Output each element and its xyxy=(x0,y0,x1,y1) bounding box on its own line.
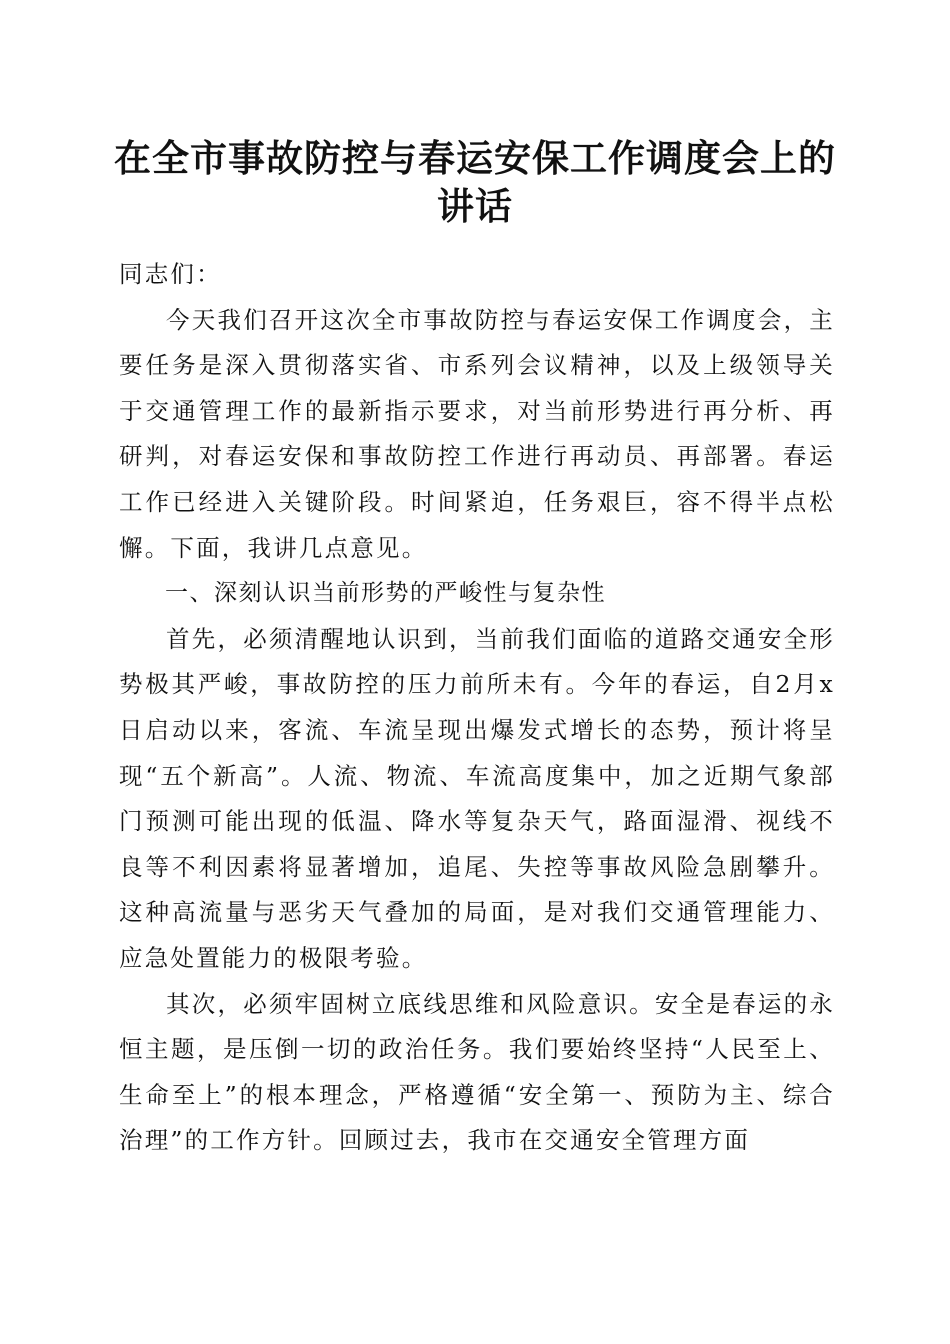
document-body xyxy=(119,252,835,1164)
paragraph-bottom-line: 其次，必须牢固树立底线思维和风险意识。安全是春运的永恒主题，是压倒一切的政治任务。我们要始终坚持“人民至上、生命至上”的根本理念，严格遵循“安全第一、预防为主、综合治理”的工作方针。回顾过去，我市在交通安全管理方面 xyxy=(119,989,835,1155)
paragraph-intro: 今天我们召开这次全市事故防控与春运安保工作调度会，主要任务是深入贯彻落实省、市系列会议精神，以及上级领导关于交通管理工作的最新指示要求，对当前形势进行再分析、再研判，对春运安保和事故防控工作进行再动员、再部署。春运工作已经进入关键阶段。时间紧迫，任务艰巨，容不得半点松懈。下面，我讲几点意见。 xyxy=(119,305,835,562)
document-title: 在全市事故防控与春运安保工作调度会上的讲话 xyxy=(114,136,836,228)
paragraph-situation: 首先，必须清醒地认识到，当前我们面临的道路交通安全形势极其严峻，事故防控的压力前所未有。今年的春运，自2月x日启动以来，客流、车流呈现出爆发式增长的态势，预计将呈现“五个新高”。人流、物流、车流高度集中，加之近期气象部门预测可能出现的低温、降水等复杂天气，路面湿滑、视线不良等不利因素将显著增加，追尾、失控等事故风险急剧攀升。这种高流量与恶劣天气叠加的局面，是对我们交通管理能力、应急处置能力的极限考验。 xyxy=(119,624,835,972)
salutation: 同志们： xyxy=(119,260,222,288)
section-heading-1: 一、深刻认识当前形势的严峻性与复杂性 xyxy=(165,580,606,607)
